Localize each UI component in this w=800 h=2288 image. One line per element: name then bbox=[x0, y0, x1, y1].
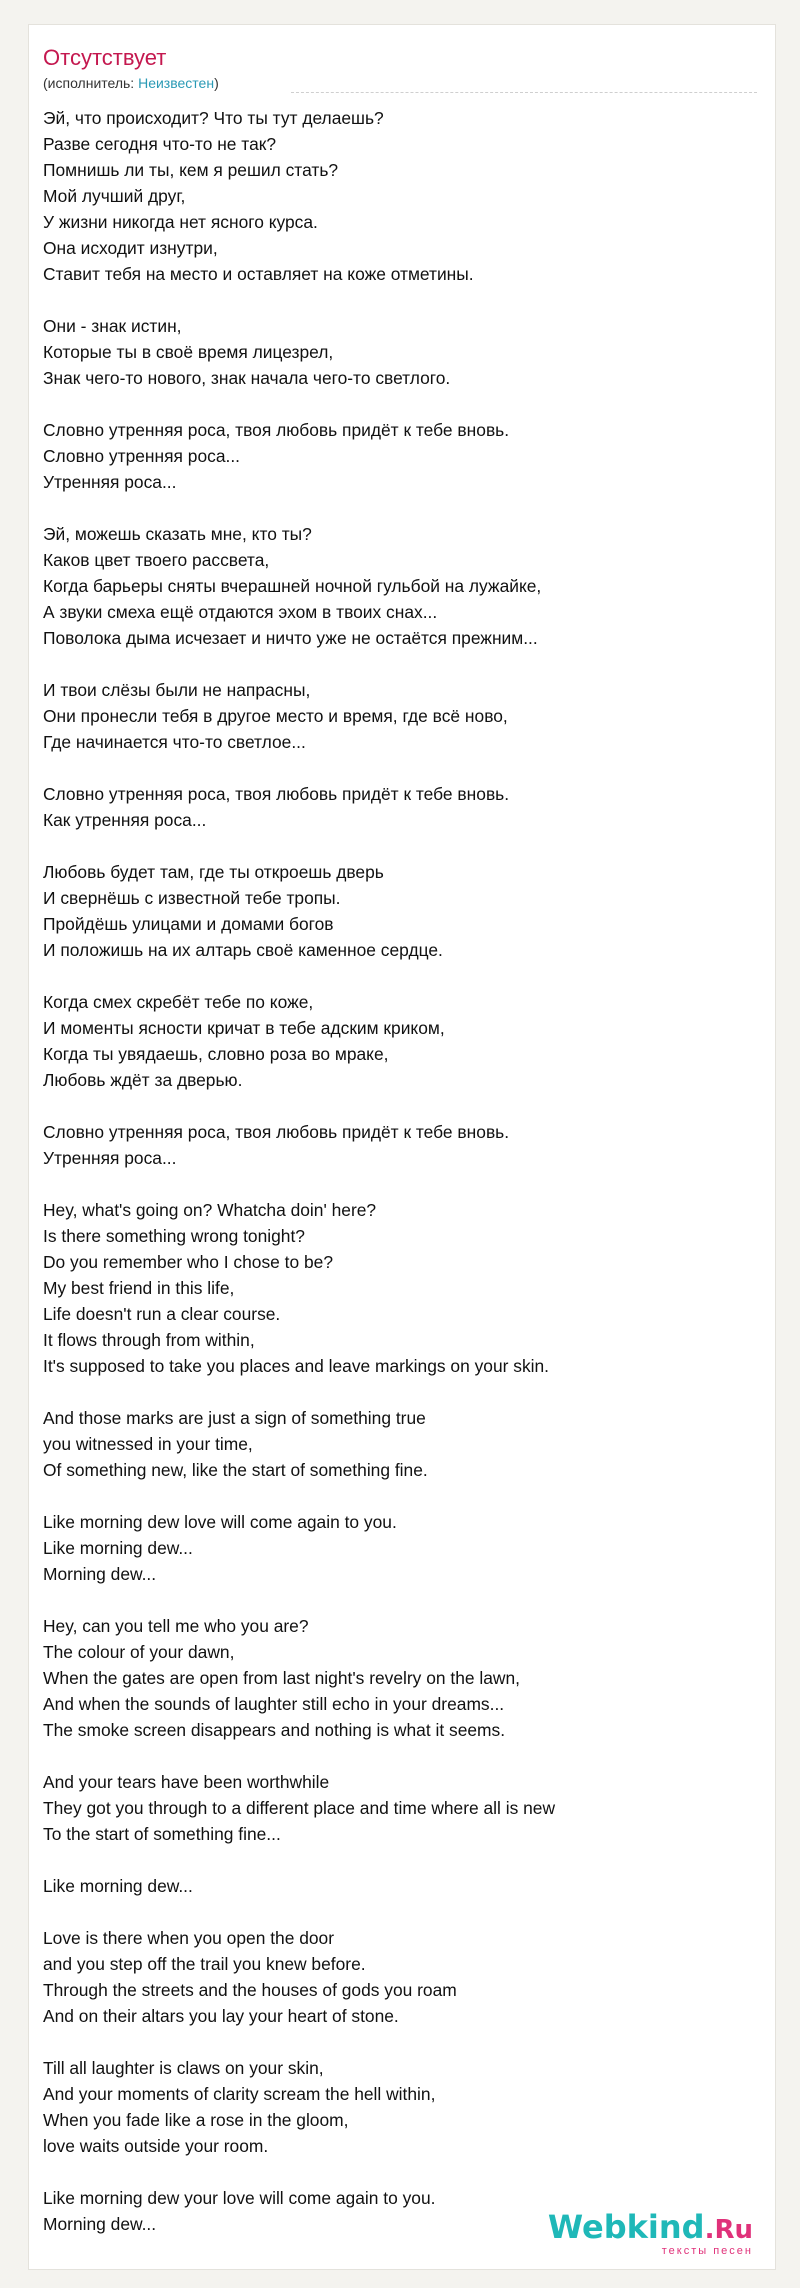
lyrics-line: Которые ты в своё время лицезрел, bbox=[43, 342, 334, 362]
lyrics-stanza bbox=[43, 1197, 763, 1379]
lyrics-line: Till all laughter is claws on your skin, bbox=[43, 2058, 324, 2078]
lyrics-line: Знак чего-то нового, знак начала чего-то светлого. bbox=[43, 368, 451, 388]
lyrics-stanza bbox=[43, 313, 763, 391]
lyrics-stanza bbox=[43, 2055, 763, 2159]
lyrics-line: Is there something wrong tonight? bbox=[43, 1226, 305, 1246]
lyrics-text bbox=[43, 105, 763, 2263]
logo-subtitle: тексты песен bbox=[661, 2245, 753, 2257]
lyrics-line: И положишь на их алтарь своё каменное сердце. bbox=[43, 940, 443, 960]
lyrics-line: Утренняя роса... bbox=[43, 472, 177, 492]
lyrics-line: Разве сегодня что-то не так? bbox=[43, 134, 277, 154]
lyrics-stanza bbox=[43, 989, 763, 1093]
lyrics-line: And your tears have been worthwhile bbox=[43, 1772, 330, 1792]
lyrics-line: Помнишь ли ты, кем я решил стать? bbox=[43, 160, 339, 180]
lyrics-line: Эй, что происходит? Что ты тут делаешь? bbox=[43, 108, 384, 128]
lyrics-stanza bbox=[43, 105, 763, 287]
lyrics-line: When the gates are open from last night's revelry on the lawn, bbox=[43, 1668, 520, 1688]
header-divider bbox=[291, 92, 757, 93]
lyrics-stanza bbox=[43, 1769, 763, 1847]
lyrics-line: When you fade like a rose in the gloom, bbox=[43, 2110, 349, 2130]
lyrics-card bbox=[28, 24, 776, 2270]
lyrics-stanza bbox=[43, 781, 763, 833]
site-watermark bbox=[548, 2210, 753, 2257]
lyrics-line: Когда смех скребёт тебе по коже, bbox=[43, 992, 314, 1012]
lyrics-stanza bbox=[43, 1613, 763, 1743]
webkind-logo bbox=[548, 2210, 753, 2247]
lyrics-line: Ставит тебя на место и оставляет на коже отметины. bbox=[43, 264, 474, 284]
lyrics-line: Пройдёшь улицами и домами богов bbox=[43, 914, 334, 934]
lyrics-stanza bbox=[43, 859, 763, 963]
lyrics-line: Love is there when you open the door bbox=[43, 1928, 335, 1948]
lyrics-line: И свернёшь с известной тебе тропы. bbox=[43, 888, 341, 908]
lyrics-stanza bbox=[43, 1405, 763, 1483]
lyrics-line: The smoke screen disappears and nothing is what it seems. bbox=[43, 1720, 506, 1740]
lyrics-line: Through the streets and the houses of gods you roam bbox=[43, 1980, 457, 2000]
lyrics-line: Поволока дыма исчезает и ничто уже не остаётся прежним... bbox=[43, 628, 538, 648]
lyrics-line: It flows through from within, bbox=[43, 1330, 255, 1350]
lyrics-line: Она исходит изнутри, bbox=[43, 238, 218, 258]
lyrics-line: А звуки смеха ещё отдаются эхом в твоих снах... bbox=[43, 602, 438, 622]
lyrics-line: Like morning dew love will come again to you. bbox=[43, 1512, 397, 1532]
lyrics-line: They got you through to a different place and time where all is new bbox=[43, 1798, 556, 1818]
lyrics-line: Словно утренняя роса, твоя любовь придёт к тебе вновь. bbox=[43, 420, 510, 440]
lyrics-line: love waits outside your room. bbox=[43, 2136, 269, 2156]
lyrics-line: Словно утренняя роса, твоя любовь придёт к тебе вновь. bbox=[43, 784, 510, 804]
lyrics-stanza bbox=[43, 1509, 763, 1587]
lyrics-stanza bbox=[43, 1119, 763, 1171]
lyrics-line: Где начинается что-то светлое... bbox=[43, 732, 306, 752]
lyrics-line: Morning dew... bbox=[43, 2214, 157, 2234]
lyrics-line: Любовь будет там, где ты откроешь дверь bbox=[43, 862, 384, 882]
lyrics-line: Мой лучший друг, bbox=[43, 186, 186, 206]
lyrics-line: Каков цвет твоего рассвета, bbox=[43, 550, 270, 570]
lyrics-line: And those marks are just a sign of something true bbox=[43, 1408, 426, 1428]
lyrics-line: My best friend in this life, bbox=[43, 1278, 235, 1298]
lyrics-line: Like morning dew... bbox=[43, 1538, 193, 1558]
lyrics-stanza bbox=[43, 1873, 763, 1899]
logo-suffix-text: .Ru bbox=[704, 2215, 753, 2245]
lyrics-line: Как утренняя роса... bbox=[43, 810, 207, 830]
lyrics-line: you witnessed in your time, bbox=[43, 1434, 253, 1454]
lyrics-stanza bbox=[43, 417, 763, 495]
lyrics-line: Любовь ждёт за дверью. bbox=[43, 1070, 243, 1090]
lyrics-stanza bbox=[43, 677, 763, 755]
lyrics-line: To the start of something fine... bbox=[43, 1824, 281, 1844]
lyrics-line: У жизни никогда нет ясного курса. bbox=[43, 212, 318, 232]
lyrics-line: Эй, можешь сказать мне, кто ты? bbox=[43, 524, 312, 544]
lyrics-line: Словно утренняя роса, твоя любовь придёт к тебе вновь. bbox=[43, 1122, 510, 1142]
artist-link[interactable]: Неизвестен bbox=[138, 75, 215, 91]
artist-suffix: ) bbox=[214, 75, 219, 91]
lyrics-line: И моменты ясности кричат в тебе адским криком, bbox=[43, 1018, 445, 1038]
logo-main-text: Webkind bbox=[547, 2208, 705, 2246]
lyrics-line: Они - знак истин, bbox=[43, 316, 182, 336]
song-title: Отсутствует bbox=[43, 45, 167, 70]
lyrics-line: Like morning dew your love will come again to you. bbox=[43, 2188, 436, 2208]
lyrics-line: Когда барьеры сняты вчерашней ночной гульбой на лужайке, bbox=[43, 576, 542, 596]
lyrics-line: Они пронесли тебя в другое место и время, где всё ново, bbox=[43, 706, 508, 726]
lyrics-line: Morning dew... bbox=[43, 1564, 157, 1584]
artist-line bbox=[43, 75, 219, 91]
lyrics-line: And your moments of clarity scream the hell within, bbox=[43, 2084, 436, 2104]
lyrics-line: and you step off the trail you knew before. bbox=[43, 1954, 366, 1974]
lyrics-line: Like morning dew... bbox=[43, 1876, 193, 1896]
lyrics-line: The colour of your dawn, bbox=[43, 1642, 235, 1662]
lyrics-line: Hey, what's going on? Whatcha doin' here? bbox=[43, 1200, 377, 1220]
lyrics-line: Словно утренняя роса... bbox=[43, 446, 241, 466]
lyrics-line: Of something new, like the start of something fine. bbox=[43, 1460, 428, 1480]
artist-prefix: (исполнитель: bbox=[43, 75, 139, 91]
lyrics-line: И твои слёзы были не напрасны, bbox=[43, 680, 311, 700]
lyrics-line: And when the sounds of laughter still echo in your dreams... bbox=[43, 1694, 505, 1714]
lyrics-stanza bbox=[43, 1925, 763, 2029]
lyrics-line: Do you remember who I chose to be? bbox=[43, 1252, 333, 1272]
lyrics-stanza bbox=[43, 521, 763, 651]
lyrics-line: Утренняя роса... bbox=[43, 1148, 177, 1168]
lyrics-line: It's supposed to take you places and leave markings on your skin. bbox=[43, 1356, 550, 1376]
lyrics-line: Hey, can you tell me who you are? bbox=[43, 1616, 309, 1636]
lyrics-line: Когда ты увядаешь, словно роза во мраке, bbox=[43, 1044, 389, 1064]
lyrics-line: Life doesn't run a clear course. bbox=[43, 1304, 281, 1324]
lyrics-line: And on their altars you lay your heart of stone. bbox=[43, 2006, 399, 2026]
